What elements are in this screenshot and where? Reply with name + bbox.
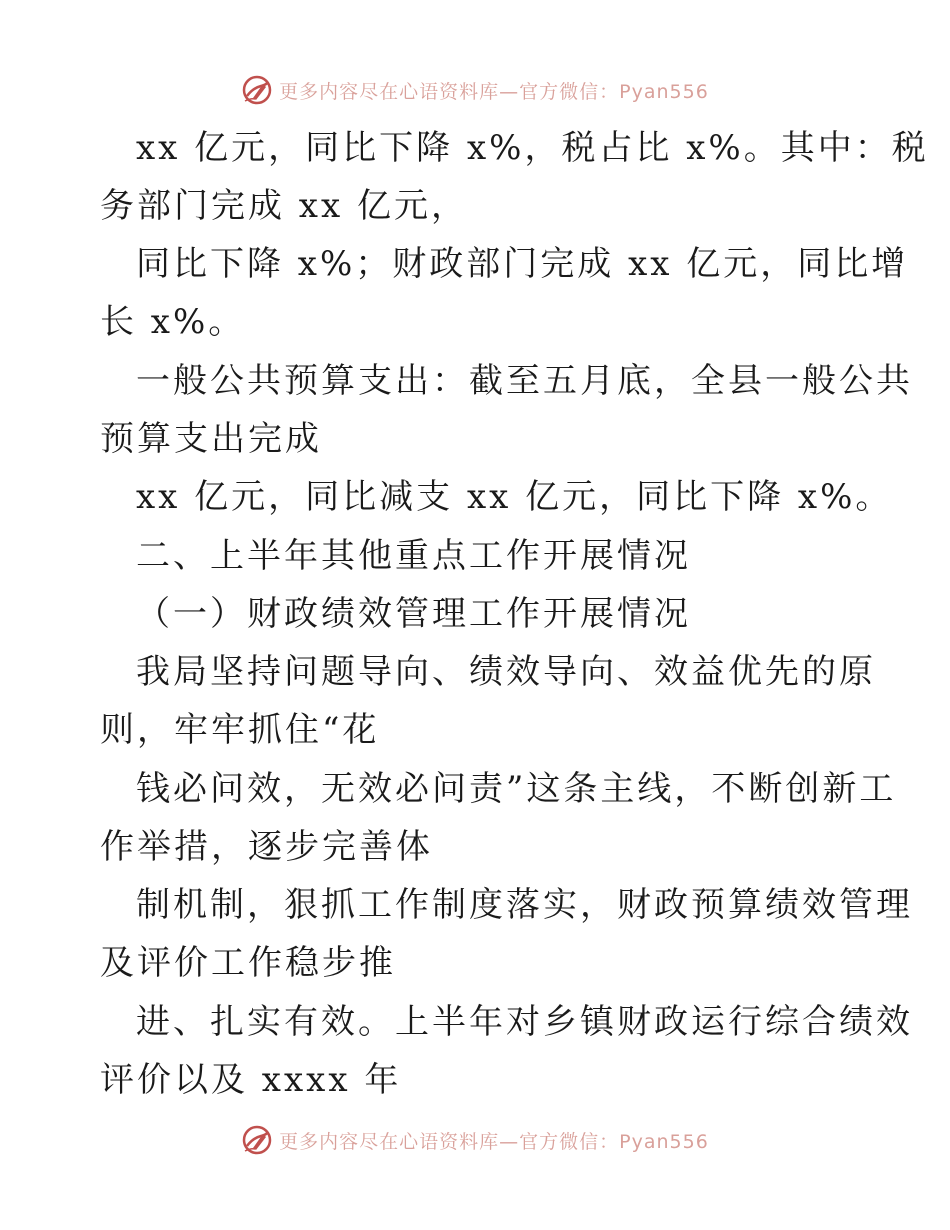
header-watermark-text: 更多内容尽在心语资料库—官方微信：Pyan556 [279,80,709,103]
section-heading: 二、上半年其他重点工作开展情况 [136,536,691,576]
text-line: 同比下降 x%；财政部门完成 xx 亿元，同比增 [136,244,909,284]
text-line: 则，牢牢抓住“花 [100,710,380,750]
footer-watermark [0,1120,950,1160]
text-line: xx 亿元，同比下降 x%，税占比 x%。其中：税 [136,128,929,168]
text-line: 务部门完成 xx 亿元， [100,186,468,226]
text-line: 长 x%。 [100,302,246,342]
text-line: 制机制，狠抓工作制度落实，财政预算绩效管理 [136,885,913,925]
text-line: 进、扎实有效。上半年对乡镇财政运行综合绩效 [136,1002,913,1042]
text-line: 我局坚持问题导向、绩效导向、效益优先的原 [136,652,876,692]
text-line: 一般公共预算支出：截至五月底，全县一般公共 [136,361,913,401]
text-line: 钱必问效，无效必问责”这条主线，不断创新工 [136,769,897,809]
text-line: 评价以及 xxxx 年 [100,1060,402,1100]
text-line: 作举措，逐步完善体 [100,827,433,867]
footer-watermark-text: 更多内容尽在心语资料库—官方微信：Pyan556 [279,1130,709,1153]
text-line: 预算支出完成 [100,419,322,459]
text-line: xx 亿元，同比减支 xx 亿元，同比下降 x%。 [136,477,893,517]
text-line: 及评价工作稳步推 [100,943,396,983]
subsection-heading: （一）财政绩效管理工作开展情况 [136,594,691,634]
pen-logo-icon [241,1124,273,1156]
